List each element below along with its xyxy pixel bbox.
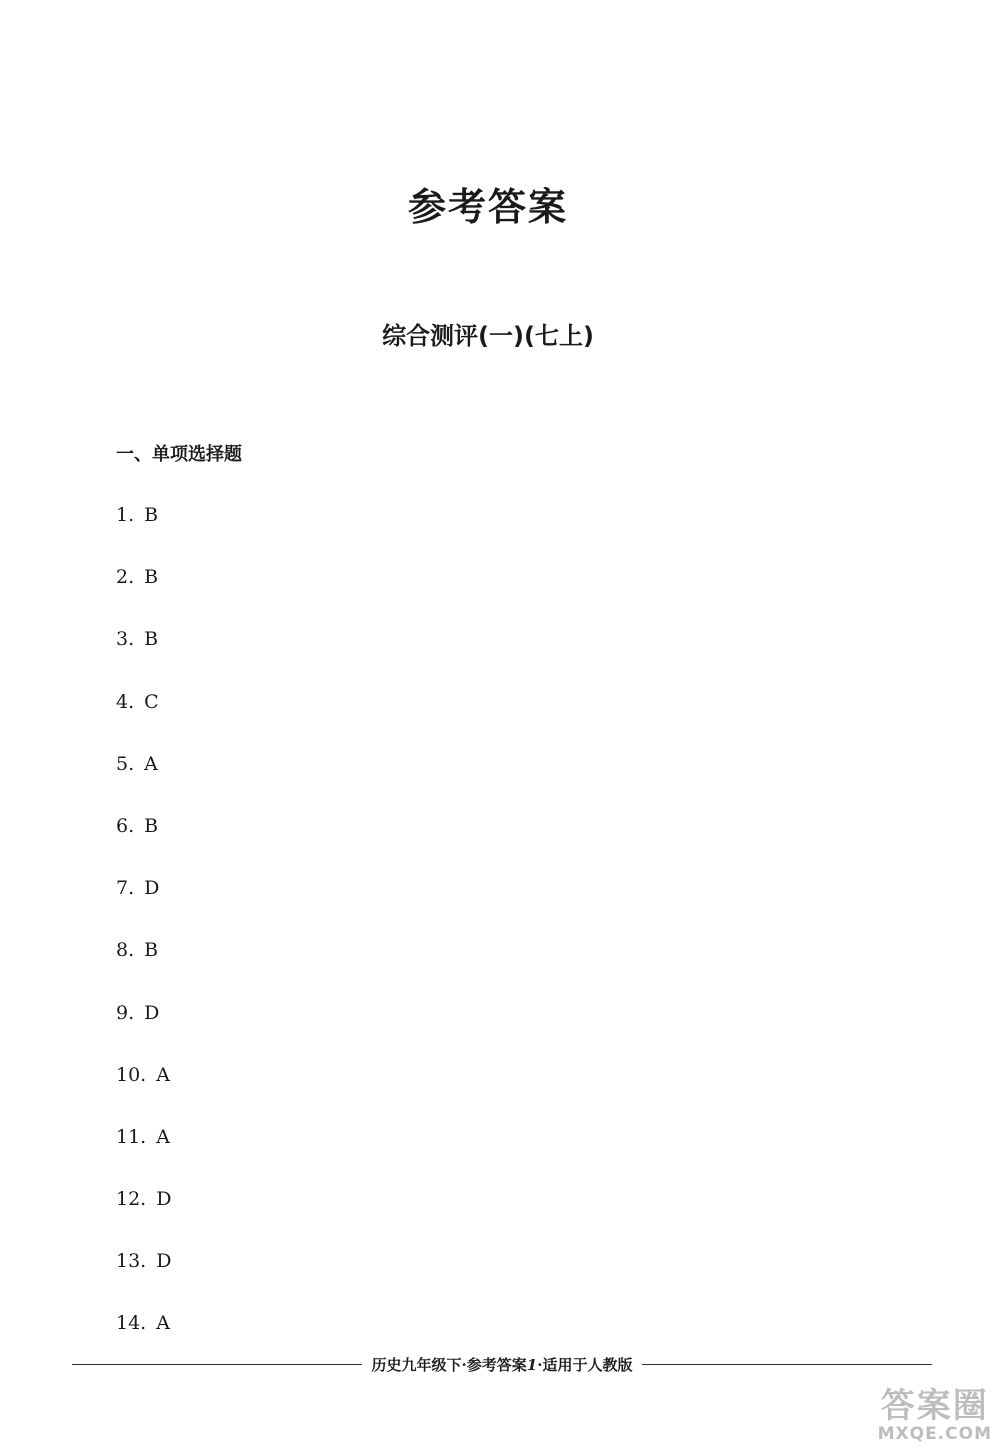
answer-number: 13. <box>116 1250 147 1273</box>
answer-item-1 <box>116 502 171 564</box>
answer-number: 1. <box>116 504 135 526</box>
answer-value: A <box>156 1312 170 1335</box>
answer-value: A <box>144 752 158 775</box>
answer-item-13 <box>116 1248 171 1310</box>
answer-number: 3. <box>116 628 135 651</box>
section-subtitle: 综合测评(一)(七上) <box>382 322 594 350</box>
answer-value: B <box>144 628 159 651</box>
answer-number: 12. <box>116 1188 147 1211</box>
answer-value: B <box>144 504 159 526</box>
answer-value: D <box>156 1250 172 1273</box>
answer-value: B <box>144 566 159 589</box>
answer-number: 14. <box>116 1312 147 1335</box>
answer-item-6 <box>116 813 171 875</box>
answer-number: 4. <box>116 690 135 713</box>
answer-item-11 <box>116 1124 171 1186</box>
answer-value: D <box>144 877 160 900</box>
answer-value: B <box>144 939 159 962</box>
page-title: 参考答案 <box>407 185 568 229</box>
footer-edition-label: ·适用于人教版 <box>537 1356 633 1374</box>
answer-item-3 <box>116 626 171 688</box>
footer-book-label: 历史九年级下·参考答案 <box>371 1356 527 1374</box>
answer-number: 6. <box>116 814 135 837</box>
answer-item-12 <box>116 1186 171 1248</box>
answer-item-7 <box>116 875 171 937</box>
answer-item-9 <box>116 1000 171 1062</box>
answer-number: 9. <box>116 1001 135 1024</box>
footer-text <box>362 1354 643 1375</box>
answer-item-10 <box>116 1062 171 1124</box>
answer-value: D <box>144 1001 160 1024</box>
answer-value: A <box>156 1125 170 1148</box>
footer-rule-left <box>72 1364 362 1365</box>
answer-value: A <box>156 1063 170 1086</box>
answer-number: 5. <box>116 752 135 775</box>
question-heading: 一、单项选择题 <box>116 444 242 465</box>
answer-item-5 <box>116 751 171 813</box>
answer-number: 8. <box>116 939 135 962</box>
answer-value: C <box>144 690 159 713</box>
answer-number: 10. <box>116 1063 147 1086</box>
answer-item-4 <box>116 689 171 751</box>
answer-number: 7. <box>116 877 135 900</box>
footer-page-number: 1 <box>526 1356 538 1374</box>
answer-number: 11. <box>116 1125 147 1148</box>
answer-list <box>116 502 171 1373</box>
answer-number: 2. <box>116 566 135 589</box>
answer-item-8 <box>116 937 171 999</box>
page-footer <box>72 1354 932 1375</box>
watermark-url: MXQE.COM <box>877 1424 992 1444</box>
answer-value: D <box>156 1188 172 1211</box>
watermark-logo: 答案圈 <box>880 1386 989 1426</box>
watermark <box>878 1387 992 1443</box>
answer-value: B <box>144 814 159 837</box>
answer-item-2 <box>116 564 171 626</box>
footer-rule-right <box>642 1364 932 1365</box>
